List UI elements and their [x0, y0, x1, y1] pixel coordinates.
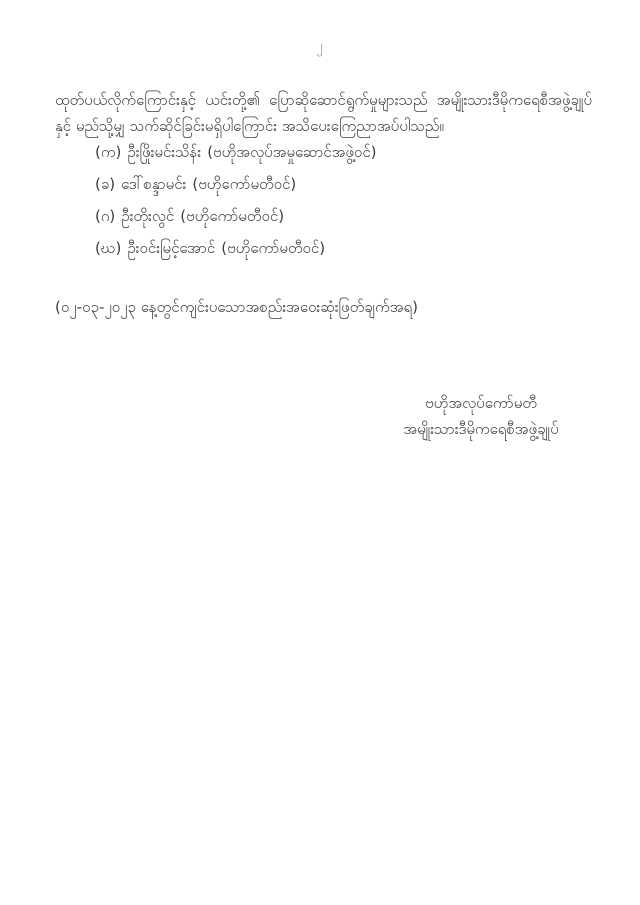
expelled-members-list: [95, 141, 377, 269]
member-index-label: (ဃ): [95, 239, 122, 257]
member-name: ဦးတိုးလွင်: [121, 207, 175, 225]
member-name: ဒေါ်စန္ဒာမင်း: [121, 175, 187, 193]
member-index-label: (ဂ): [95, 207, 116, 225]
member-index-label: (က): [95, 143, 122, 161]
list-item: [95, 173, 377, 205]
member-role: (ဗဟိုကော်မတီဝင်): [221, 239, 326, 257]
list-item: [95, 237, 377, 269]
member-name: ဦးဖြိုးမင်းသိန်း: [127, 143, 202, 161]
signature-organization: အမျိုးသားဒီမိုကရေစီအဖွဲ့ချုပ်: [403, 420, 559, 438]
meeting-date-line: (၀၂-၀၃-၂၀၂၃ နေ့တွင်ကျင်းပသောအစည်းအဝေးဆုံးဖြတ်ချက်အရ): [55, 298, 418, 316]
page-number: ၂: [316, 38, 324, 54]
member-name: ဦးဝင်းမြင့်အောင်: [127, 239, 216, 257]
member-role: (ဗဟိုကော်မတီဝင်): [192, 175, 297, 193]
signature-committee: ဗဟိုအလုပ်ကော်မတီ: [425, 394, 537, 412]
member-role: (ဗဟိုကော်မတီဝင်): [180, 207, 285, 225]
list-item: [95, 141, 377, 173]
member-index-label: (ခ): [95, 175, 116, 193]
body-paragraph: ထုတ်ပယ်လိုက်ကြောင်းနှင့် ယင်းတို့၏ ပြောဆိုဆောင်ရွက်မှုများသည် အမျိုးသားဒီမိုကရေစီအဖွဲ့ချုပ်နှင့် မည်သို့မျှ သက်ဆိုင်ခြင်းမရှိပါကြောင်း အသိပေးကြေညာအပ်ပါသည်။: [55, 91, 592, 135]
list-item: [95, 205, 377, 237]
member-role: (ဗဟိုအလုပ်အမှုဆောင်အဖွဲ့ဝင်): [207, 143, 377, 161]
signature-block: [388, 390, 574, 442]
